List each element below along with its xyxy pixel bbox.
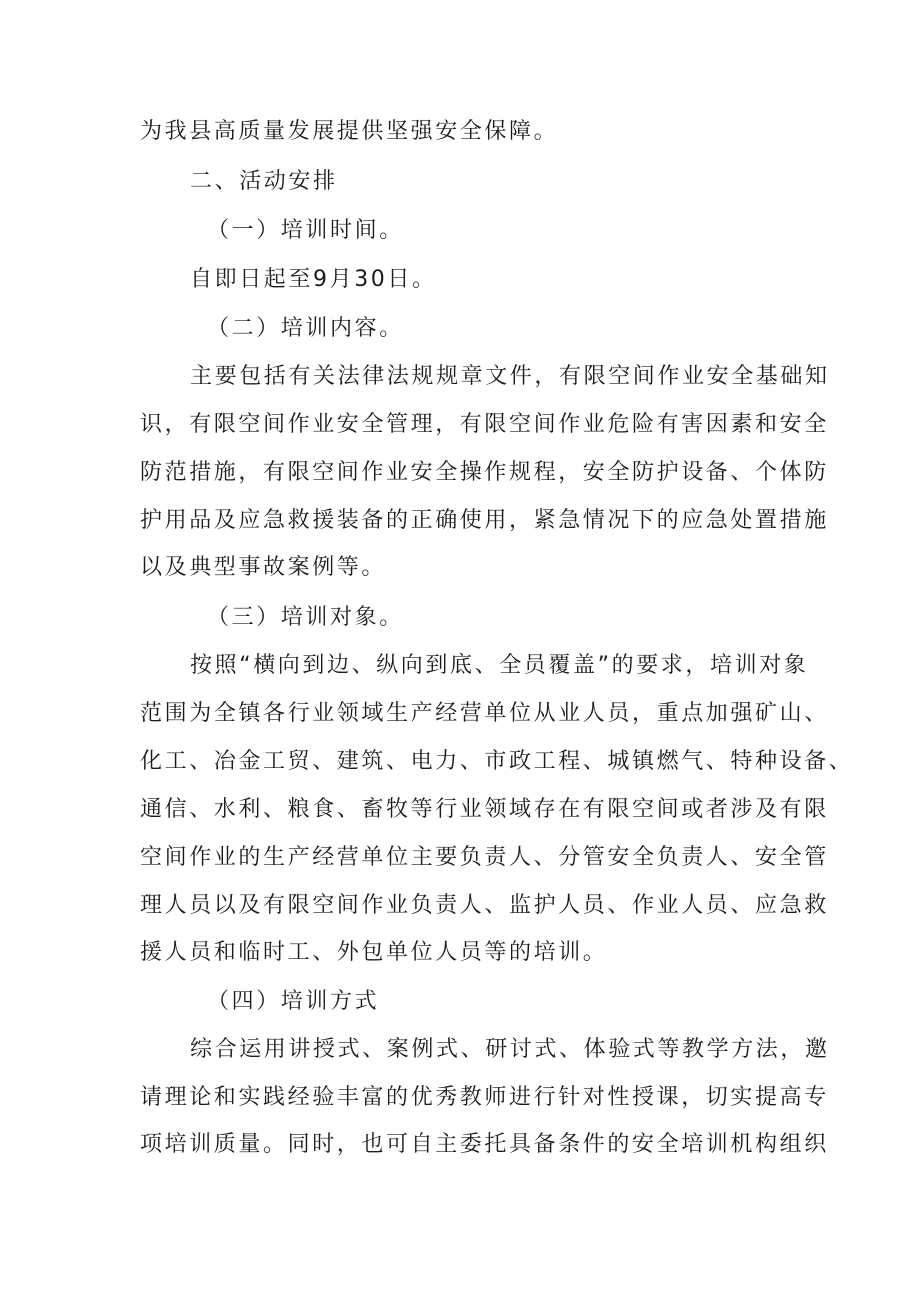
paragraph-line: 范围为全镇各行业领域生产经营单位从业人员，重点加强矿山、 — [140, 701, 829, 726]
paragraph-line: 请理论和实践经验丰富的优秀教师进行针对性授课，切实提高专 — [140, 1085, 829, 1110]
paragraph-line: 识，有限空间作业安全管理，有限空间作业危险有害因素和安全 — [140, 412, 829, 437]
paragraph-line: 自即日起至9月30日。 — [190, 267, 437, 292]
paragraph-line: 援人员和临时工、外包单位人员等的培训。 — [140, 940, 608, 965]
paragraph-line: 化工、冶金工贸、建筑、电力、市政工程、城镇燃气、特种设备、 — [140, 749, 854, 774]
subsection-heading: （一）培训时间。 — [207, 218, 404, 243]
paragraph-line: 项培训质量。同时，也可自主委托具备条件的安全培训机构组织 — [140, 1132, 829, 1157]
paragraph-line: 通信、水利、粮食、畜牧等行业领域存在有限空间或者涉及有限 — [140, 797, 829, 822]
paragraph-line: 为我县高质量发展提供坚强安全保障。 — [140, 119, 559, 144]
paragraph-line: 防范措施，有限空间作业安全操作规程，安全防护设备、个体防 — [140, 460, 829, 485]
paragraph-line: 护用品及应急救援装备的正确使用，紧急情况下的应急处置措施 — [140, 508, 829, 533]
paragraph-line: 主要包括有关法律法规规章文件，有限空间作业安全基础知 — [190, 364, 830, 389]
subsection-heading: （三）培训对象。 — [207, 605, 404, 630]
paragraph-line: 按照“横向到边、纵向到底、全员覆盖”的要求，培训对象 — [190, 653, 809, 678]
section-heading: 二、活动安排 — [190, 169, 338, 194]
paragraph-line: 理人员以及有限空间作业负责人、监护人员、作业人员、应急救 — [140, 893, 829, 918]
paragraph-line: 空间作业的生产经营单位主要负责人、分管安全负责人、安全管 — [140, 845, 829, 870]
subsection-heading: （二）培训内容。 — [207, 316, 404, 341]
subsection-heading: （四）培训方式 — [207, 989, 380, 1014]
paragraph-line: 综合运用讲授式、案例式、研讨式、体验式等教学方法，邀 — [190, 1037, 830, 1062]
paragraph-line: 以及典型事故案例等。 — [140, 555, 387, 580]
